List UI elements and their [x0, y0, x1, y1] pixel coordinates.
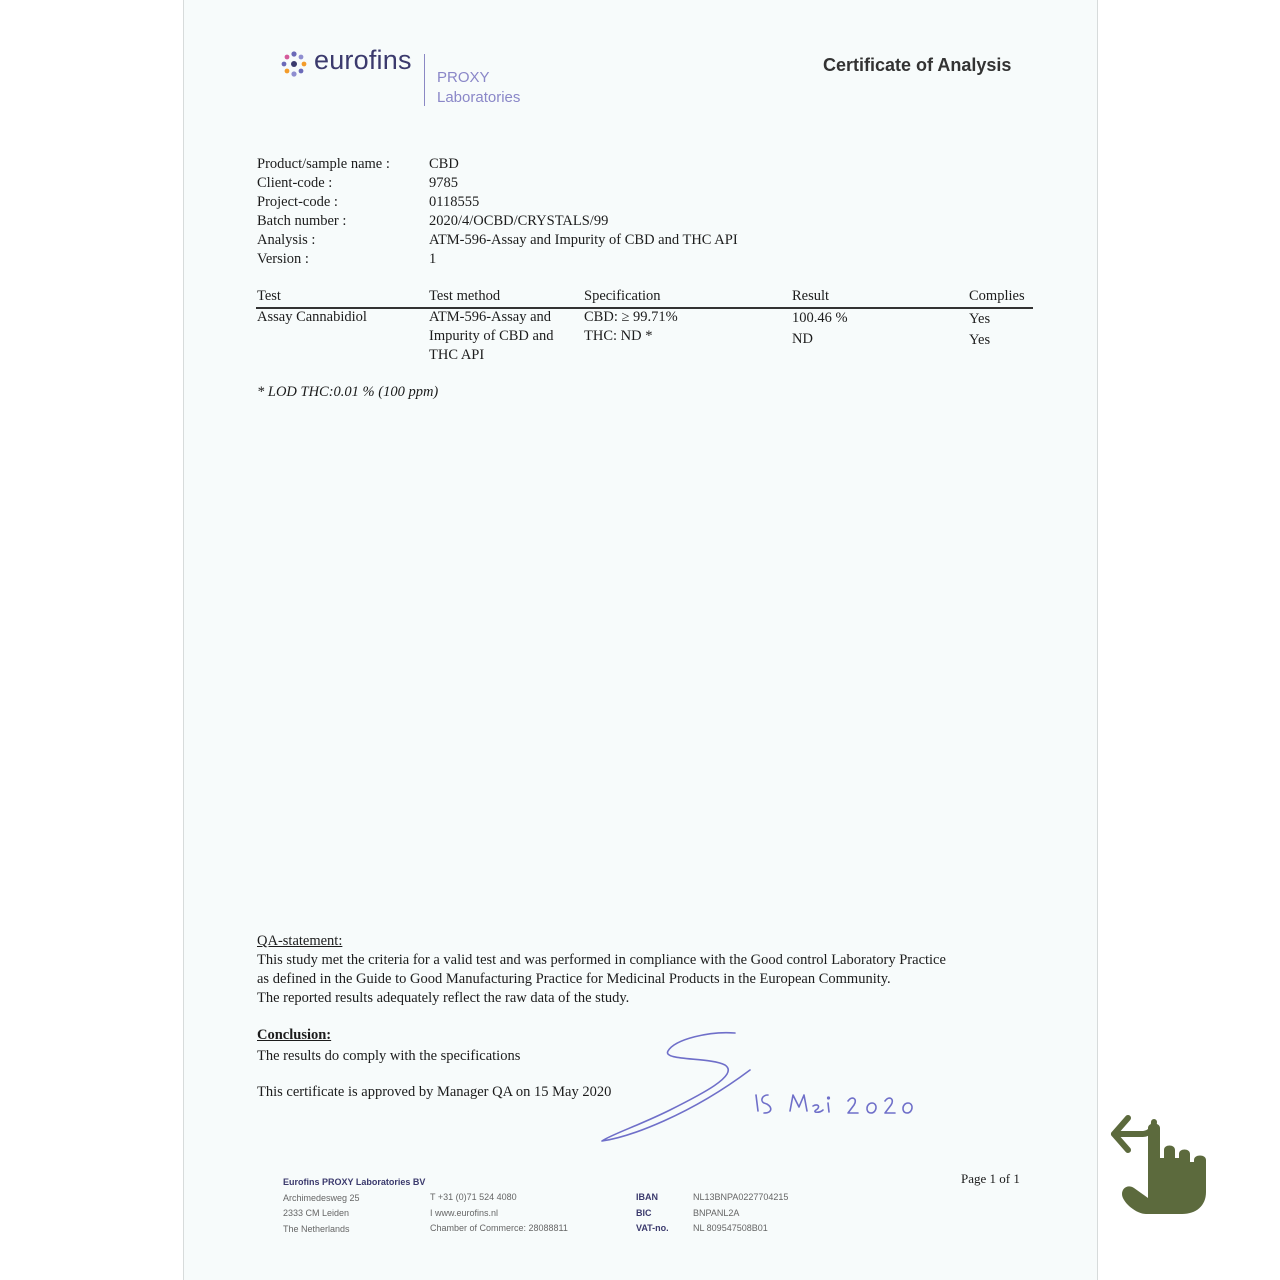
manager-signature [590, 1025, 930, 1155]
method-line: THC API [429, 347, 485, 363]
meta-label: Client-code : [257, 175, 333, 191]
conclusion-heading: Conclusion: [257, 1027, 332, 1043]
meta-value: 0118555 [429, 194, 480, 210]
footer-bank-value: BNPANL2A [693, 1207, 740, 1218]
approval-text: This certificate is approved by Manager QA on 15 May 2020 [257, 1084, 612, 1100]
footer-address-line: The Netherlands [283, 1223, 350, 1234]
document-title: Certificate of Analysis [823, 55, 1012, 75]
meta-value: 2020/4/OCBD/CRYSTALS/99 [429, 213, 609, 229]
brand-name: eurofins [314, 45, 412, 75]
footer-bank-label: IBAN [636, 1192, 658, 1202]
table-header-result: Result [792, 288, 830, 304]
footer-company: Eurofins PROXY Laboratories BV [283, 1177, 426, 1187]
meta-label: Analysis : [257, 232, 316, 248]
meta-label: Project-code : [257, 194, 338, 210]
footer-address-line: Archimedesweg 25 [283, 1192, 360, 1203]
method-line: Impurity of CBD and [429, 328, 554, 344]
qa-heading: QA-statement: [257, 933, 343, 949]
footer-bank-values [693, 1190, 788, 1237]
table-cell-complies [969, 309, 990, 351]
footer-contact-line: I www.eurofins.nl [430, 1207, 499, 1218]
qa-line: as defined in the Guide to Good Manufacturing Practice for Medicinal Products in the European Community. [257, 971, 891, 987]
footer-contact-block [430, 1190, 568, 1237]
qa-line: This study met the criteria for a valid test and was performed in compliance with the Good control Laboratory Practice [257, 952, 946, 968]
method-line: ATM-596-Assay and [429, 309, 552, 325]
table-cell-result [792, 308, 848, 350]
brand-subtitle-line-1: PROXY [437, 69, 490, 86]
logo-divider [424, 54, 425, 106]
footer-company-block [283, 1175, 425, 1237]
conclusion-text: The results do comply with the specifications [257, 1048, 521, 1064]
meta-value: ATM-596-Assay and Impurity of CBD and THC API [429, 232, 738, 248]
table-cell-test: Assay Cannabidiol [257, 309, 367, 325]
table-header-method: Test method [429, 288, 501, 304]
meta-label: Batch number : [257, 213, 347, 229]
swipe-left-hand-icon[interactable] [1108, 1110, 1214, 1216]
footer-bank-label: BIC [636, 1207, 652, 1218]
result-line: 100.46 % [792, 310, 848, 326]
table-header-specification: Specification [584, 288, 661, 304]
qa-line: The reported results adequately reflect the raw data of the study. [257, 990, 630, 1006]
meta-value: 1 [429, 251, 437, 267]
brand-subtitle [437, 68, 520, 108]
complies-line: Yes [969, 332, 991, 348]
footer-contact-line: Chamber of Commerce: 28088811 [430, 1223, 568, 1233]
footer-contact-line: T +31 (0)71 524 4080 [430, 1192, 517, 1202]
result-line: ND [792, 331, 813, 347]
table-header-test: Test [257, 288, 281, 304]
meta-value: CBD [429, 156, 459, 172]
footer-bank-label: VAT-no. [636, 1223, 669, 1233]
footer-bank-value: NL13BNPA0227704215 [693, 1192, 789, 1202]
eurofins-logo-icon [280, 50, 308, 78]
complies-line: Yes [969, 311, 991, 327]
table-header-complies: Complies [969, 288, 1025, 304]
brand-subtitle-line-2: Laboratories [437, 89, 521, 106]
spec-line: THC: ND * [584, 328, 653, 344]
lod-footnote: * LOD THC:0.01 % (100 ppm) [257, 384, 439, 400]
meta-label: Version : [257, 251, 309, 267]
footer-bank-labels [636, 1190, 669, 1237]
meta-value: 9785 [429, 175, 458, 191]
table-cell-method [429, 308, 553, 365]
footer-address-line: 2333 CM Leiden [283, 1208, 350, 1218]
page-number: Page 1 of 1 [961, 1171, 1020, 1186]
meta-label: Product/sample name : [257, 156, 390, 172]
spec-line: CBD: ≥ 99.71% [584, 309, 678, 325]
table-cell-specification [584, 308, 678, 346]
footer-bank-value: NL 809547508B01 [693, 1223, 768, 1233]
